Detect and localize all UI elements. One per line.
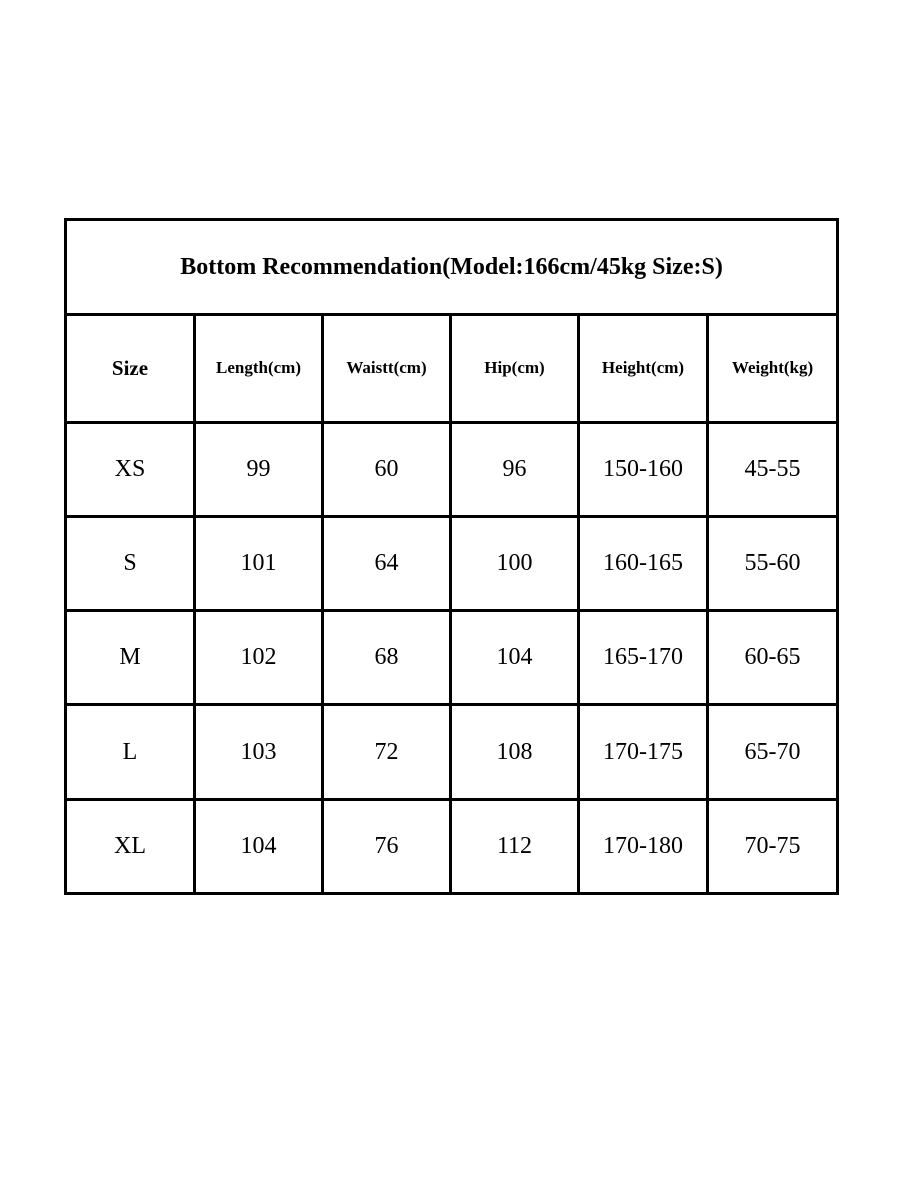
waist-cell: 64 [323,516,451,610]
hip-cell: 108 [451,705,579,799]
weight-cell: 60-65 [708,611,838,705]
table-title: Bottom Recommendation(Model:166cm/45kg Size:S) [66,220,838,315]
hip-cell: 104 [451,611,579,705]
length-cell: 99 [195,422,323,516]
column-header-length: Length(cm) [195,315,323,422]
column-header-hip: Hip(cm) [451,315,579,422]
height-cell: 165-170 [579,611,708,705]
size-cell: XL [66,799,195,893]
table-row [66,705,838,799]
length-cell: 103 [195,705,323,799]
length-cell: 102 [195,611,323,705]
header-row [66,315,838,422]
waist-cell: 76 [323,799,451,893]
waist-cell: 60 [323,422,451,516]
column-header-weight: Weight(kg) [708,315,838,422]
height-cell: 170-180 [579,799,708,893]
size-cell: S [66,516,195,610]
length-cell: 104 [195,799,323,893]
height-cell: 160-165 [579,516,708,610]
size-cell: XS [66,422,195,516]
weight-cell: 55-60 [708,516,838,610]
column-header-size: Size [66,315,195,422]
hip-cell: 100 [451,516,579,610]
weight-cell: 45-55 [708,422,838,516]
column-header-height: Height(cm) [579,315,708,422]
title-row [66,220,838,315]
column-header-waist: Waistt(cm) [323,315,451,422]
waist-cell: 68 [323,611,451,705]
hip-cell: 112 [451,799,579,893]
weight-cell: 65-70 [708,705,838,799]
size-cell: L [66,705,195,799]
table-row [66,611,838,705]
length-cell: 101 [195,516,323,610]
height-cell: 170-175 [579,705,708,799]
weight-cell: 70-75 [708,799,838,893]
hip-cell: 96 [451,422,579,516]
height-cell: 150-160 [579,422,708,516]
waist-cell: 72 [323,705,451,799]
table-row [66,422,838,516]
table-row [66,799,838,893]
table-row [66,516,838,610]
size-cell: M [66,611,195,705]
size-chart-table [64,218,839,895]
